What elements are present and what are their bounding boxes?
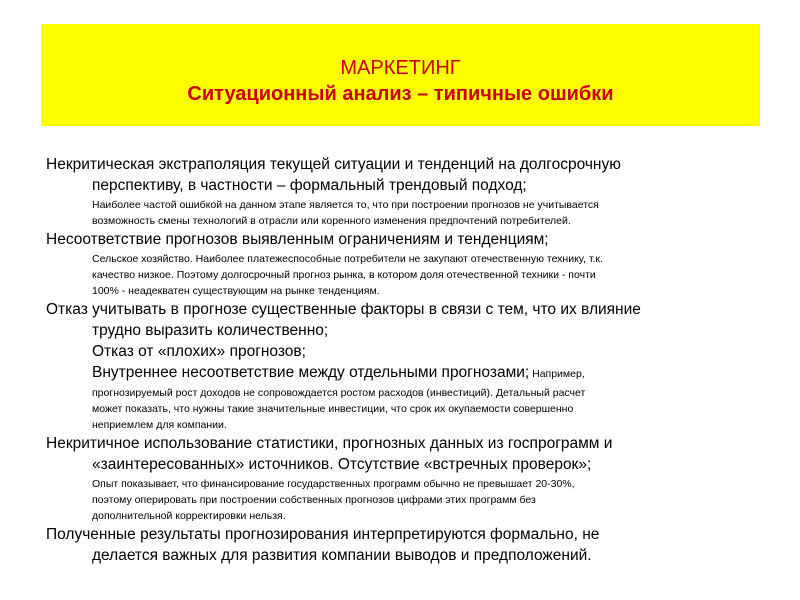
point-5-line-1: Полученные результаты прогнозирования интерпретируются формально, не xyxy=(46,526,600,543)
point-2 xyxy=(46,229,766,250)
point-3-note-line-1: прогнозируемый рост доходов не сопровождается ростом расходов (инвестиций). Детальный расчет xyxy=(92,387,586,399)
point-3-line-4-note: Например, xyxy=(529,368,585,380)
point-1-line-2: перспективу, в частности – формальный трендовый подход; xyxy=(92,177,527,194)
point-3-note-line-3: неприемлем для компании. xyxy=(92,419,227,431)
point-1 xyxy=(46,154,766,196)
point-3-line-2: трудно выразить количественно; xyxy=(92,322,329,339)
slide-subtitle: Ситуационный анализ – типичные ошибки xyxy=(187,83,614,105)
point-1-note xyxy=(46,197,766,229)
point-2-note-line-3: 100% - неадекватен существующим на рынке тенденциям. xyxy=(92,285,380,297)
point-1-note-line-1: Наиболее частой ошибкой на данном этапе является то, что при построении прогнозов не учитывается xyxy=(92,199,599,211)
slide-body xyxy=(46,154,766,566)
point-4-line-1: Некритичное использование статистики, прогнозных данных из госпрограмм и xyxy=(46,435,613,452)
point-2-note xyxy=(46,251,766,299)
point-5 xyxy=(46,524,766,566)
point-3-line-4-text: Внутреннее несоответствие между отдельными прогнозами; xyxy=(92,364,530,381)
point-1-line-1: Некритическая экстраполяция текущей ситуации и тенденций на долгосрочную xyxy=(46,156,621,173)
slide-header xyxy=(41,24,760,126)
point-4-line-2: «заинтересованных» источников. Отсутствие «встречных проверок»; xyxy=(92,456,592,473)
point-3 xyxy=(46,299,766,385)
point-3-line-4 xyxy=(46,362,766,385)
point-3-line-3: Отказ от «плохих» прогнозов; xyxy=(92,343,306,360)
point-4 xyxy=(46,433,766,475)
point-3-note xyxy=(46,385,766,433)
point-2-note-line-2: качество низкое. Поэтому долгосрочный прогноз рынка, в котором доля отечественной техники - почти xyxy=(92,269,596,281)
point-5-line-2: делается важных для развития компании выводов и предположений. xyxy=(92,547,592,564)
point-1-note-line-2: возможность смены технологий в отрасли или коренного изменения предпочтений потребителей. xyxy=(92,215,571,227)
point-2-note-line-1: Сельское хозяйство. Наиболее платежеспособные потребители не закупают отечественную технику, т.к. xyxy=(92,253,603,265)
point-4-note-line-2: поэтому оперировать при построении собственных прогнозов цифрами этих программ без xyxy=(92,494,536,506)
point-4-note xyxy=(46,476,766,524)
point-3-line-1: Отказ учитывать в прогнозе существенные факторы в связи с тем, что их влияние xyxy=(46,301,641,318)
point-4-note-line-1: Опыт показывает, что финансирование государственных программ обычно не превышает 20-30%, xyxy=(92,478,575,490)
slide-title: МАРКЕТИНГ xyxy=(340,57,461,79)
point-4-note-line-3: дополнительной корректировки нельзя. xyxy=(92,510,286,522)
point-3-note-line-2: может показать, что нужны такие значительные инвестиции, что срок их окупаемости совершенно xyxy=(92,403,574,415)
point-2-line-1: Несоответствие прогнозов выявленным ограничениям и тенденциям; xyxy=(46,231,549,248)
